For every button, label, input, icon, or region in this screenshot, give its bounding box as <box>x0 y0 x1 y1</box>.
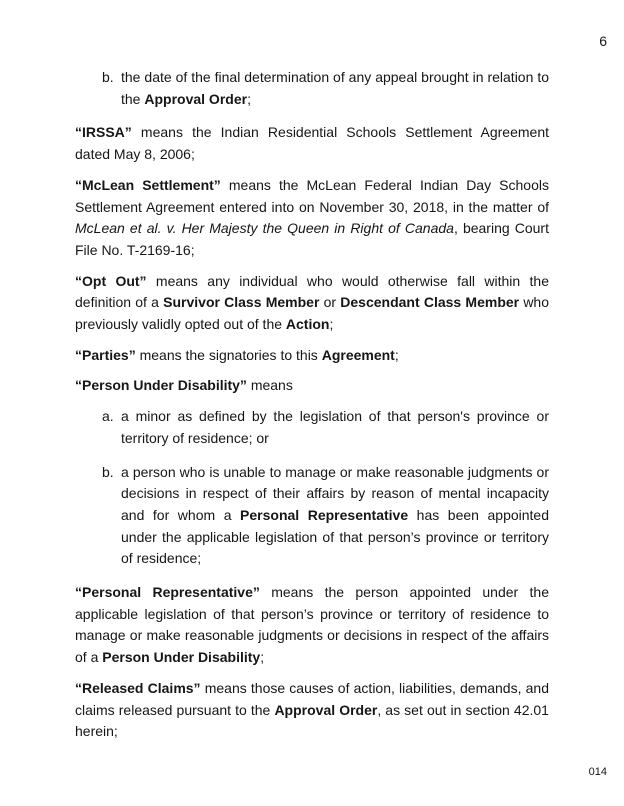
text-run: ; <box>329 316 334 333</box>
text-run: Approval Order <box>144 90 248 107</box>
page-number: 6 <box>599 33 607 49</box>
text-run: means those causes of action, liabilities, demands, and claims released pursuant to the <box>75 679 549 718</box>
text-run: Agreement <box>321 346 395 363</box>
definition-paragraph <box>75 375 549 397</box>
text-run: a person who is unable to manage or make reasonable judgments or decisions in respect of their affairs by reason of mental incapacity and for whom a <box>121 463 549 523</box>
text-run: Survivor Class Member <box>163 294 320 311</box>
text-run: , as set out in section 42.01 herein; <box>75 701 549 740</box>
list-item <box>75 67 549 110</box>
text-run: McLean et al. v. Her Majesty the Queen in Right of Canada <box>75 220 454 237</box>
text-run: means <box>246 377 293 394</box>
text-run: “Parties” <box>75 346 136 363</box>
definition-paragraph <box>75 122 549 165</box>
text-run: “Released Claims” <box>75 679 201 696</box>
list-marker: a. <box>102 408 114 425</box>
footer-stamp-number: 014 <box>588 766 607 778</box>
list-item <box>75 462 549 571</box>
text-run: “McLean Settlement” <box>75 176 221 193</box>
list-marker: b. <box>102 69 114 85</box>
definition-paragraph <box>75 271 549 336</box>
text-run: “IRSSA” <box>75 124 132 141</box>
document-body <box>75 67 549 752</box>
definition-paragraph <box>75 345 549 367</box>
text-run: has been appointed under the applicable legislation of that person’s province or territory of residence; <box>121 506 550 567</box>
text-run: means any individual who would otherwise fall within the definition of a <box>75 272 549 311</box>
definition-paragraph <box>75 582 549 669</box>
text-run: means the signatories to this <box>135 346 322 363</box>
text-run: Person Under Disability <box>102 649 261 666</box>
text-run: “Person Under Disability” <box>75 377 247 394</box>
definition-paragraph <box>75 678 549 743</box>
text-run: Action <box>285 316 330 333</box>
text-run: or <box>319 294 341 311</box>
text-run: ; <box>260 649 265 666</box>
text-run: a minor as defined by the legislation of that person's province or territory of residence; or <box>121 408 549 446</box>
text-run: “Personal Representative” <box>75 584 260 601</box>
definition-paragraph <box>75 175 549 262</box>
text-run: Descendant Class Member <box>340 294 520 311</box>
text-run: Personal Representative <box>240 506 409 523</box>
text-run: ; <box>247 90 251 107</box>
text-run: the date of the final determination of any appeal brought in relation to the <box>121 69 549 107</box>
list-item <box>75 406 549 449</box>
list-marker: b. <box>102 463 114 480</box>
text-run: ; <box>394 346 399 363</box>
text-run: who previously validly opted out of the <box>75 294 550 333</box>
text-run: means the Indian Residential Schools Settlement Agreement dated May 8, 2006; <box>75 124 549 163</box>
text-run: means the McLean Federal Indian Day Schools Settlement Agreement entered into on November 30, 2018, in the matter of <box>75 176 549 215</box>
text-run: , bearing Court File No. T-2169-16; <box>75 220 549 258</box>
text-run: means the person appointed under the applicable legislation of that person’s province or territory of residence to manage or make reasonable judgments or decisions in respect of the affairs of a <box>75 584 550 666</box>
text-run: “Opt Out” <box>75 272 147 289</box>
text-run: Approval Order <box>274 701 378 718</box>
